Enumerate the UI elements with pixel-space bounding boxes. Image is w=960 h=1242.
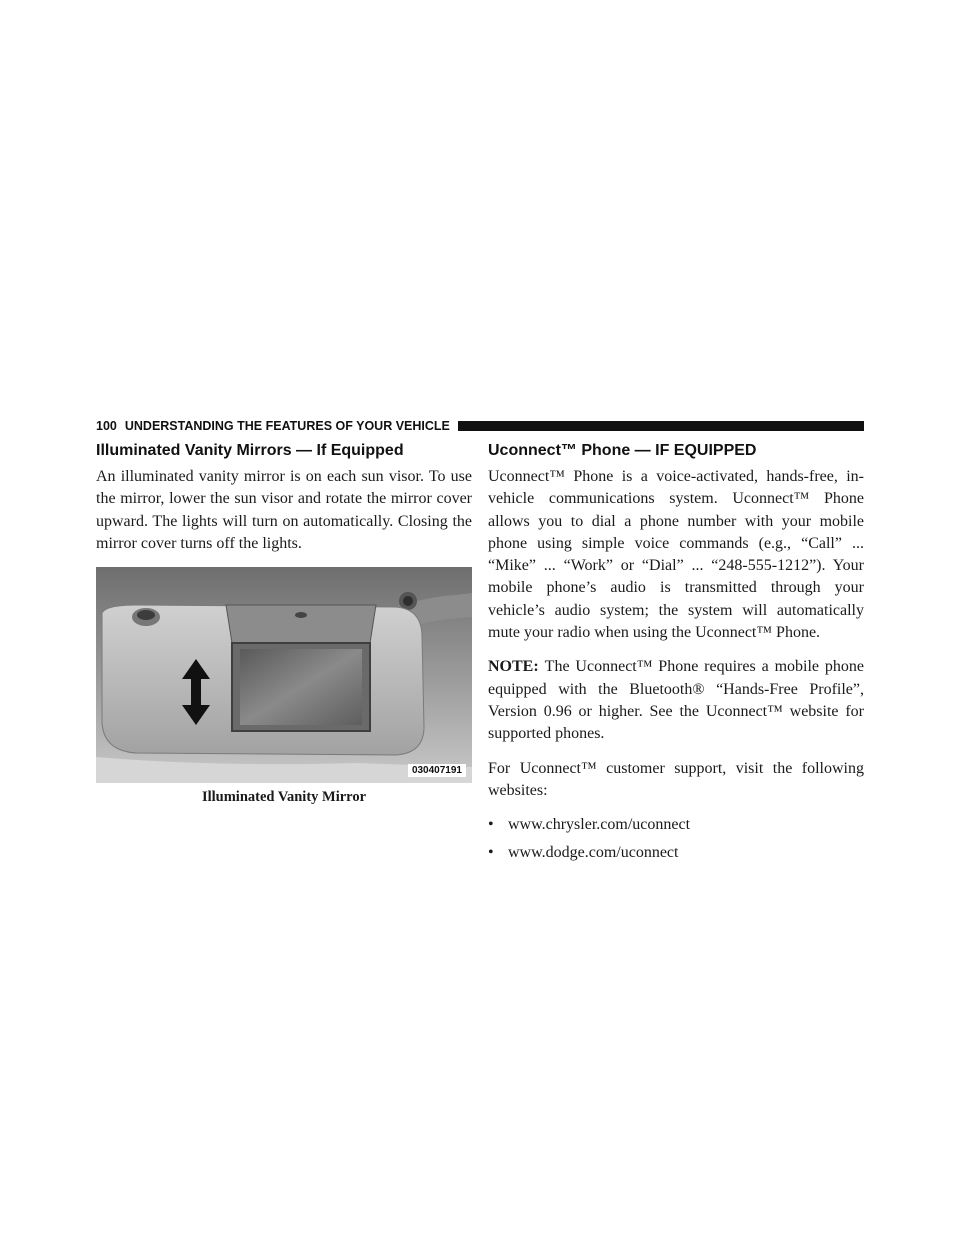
list-item xyxy=(488,842,864,864)
note-paragraph xyxy=(488,656,864,745)
left-column xyxy=(96,440,472,806)
website-link-chrysler[interactable]: www.chrysler.com/uconnect xyxy=(508,816,691,834)
website-list xyxy=(488,814,864,864)
page-header xyxy=(96,418,864,434)
vanity-mirror-paragraph: An illuminated vanity mirror is on each sun visor. To use the mirror, lower the sun visor and rotate the mirror cover upward. The lights will turn on automatically. Closing the mirror cover turns off the lights. xyxy=(96,468,472,552)
vanity-mirror-heading: Illuminated Vanity Mirrors — If Equipped xyxy=(96,442,404,459)
page-number: 100 xyxy=(96,419,117,433)
note-text: The Uconnect™ Phone requires a mobile phone equipped with the Bluetooth® “Hands-Free Profile”, Version 0.96 or higher. See the Uconnect™ website for supported phones. xyxy=(488,658,864,743)
right-column xyxy=(488,440,864,870)
uconnect-heading: Uconnect™ Phone — IF EQUIPPED xyxy=(488,442,757,459)
uconnect-paragraph: Uconnect™ Phone is a voice-activated, hands-free, in-vehicle communications system. Uconnect™ Phone allows you to dial a phone number with your mobile phone using simple voice commands (e.g., “Call” ... “Mike” ... “Work” or “Dial” ... “248-555-1212”). Your mobile phone’s audio is transmitted through your vehicle’s audio system; the system will automatically mute your radio when using the Uconnect™ Phone. xyxy=(488,468,864,642)
website-link-dodge[interactable]: www.dodge.com/uconnect xyxy=(508,844,679,862)
list-item xyxy=(488,814,864,836)
sun-visor-illustration xyxy=(96,567,472,783)
bullet-icon: • xyxy=(488,816,494,834)
support-paragraph: For Uconnect™ customer support, visit the following websites: xyxy=(488,759,864,799)
figure-code: 030407191 xyxy=(408,764,466,777)
figure-caption: Illuminated Vanity Mirror xyxy=(201,789,367,806)
header-rule xyxy=(458,421,864,431)
bullet-icon: • xyxy=(488,844,494,862)
vanity-mirror-figure xyxy=(96,567,472,783)
note-label: NOTE: xyxy=(488,658,539,676)
section-title: UNDERSTANDING THE FEATURES OF YOUR VEHICLE xyxy=(124,419,450,433)
